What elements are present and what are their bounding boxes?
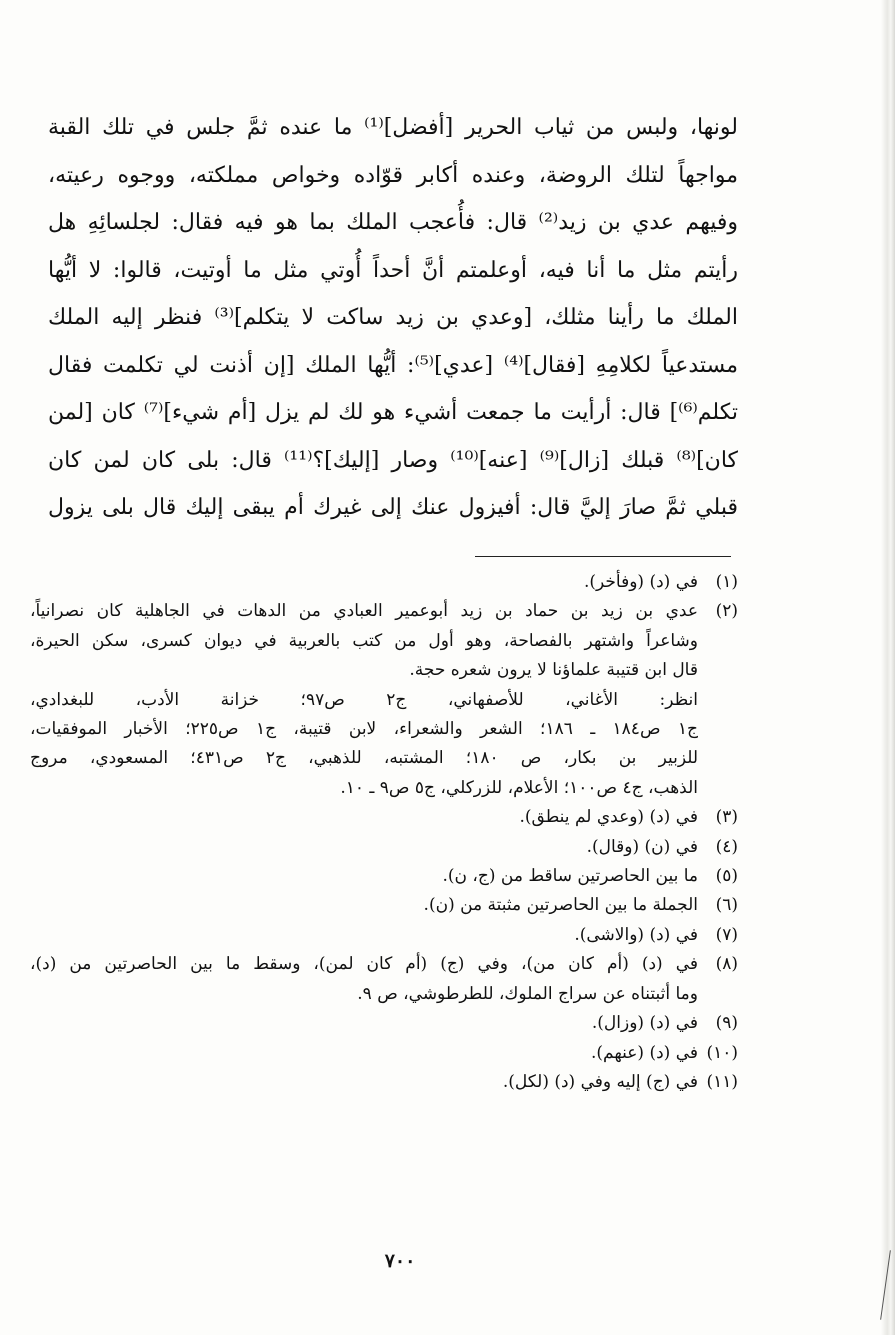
footnote-text: في (د) (وفأخر). <box>583 572 698 592</box>
footnote-9 <box>30 1009 738 1038</box>
footnote-4 <box>30 833 738 862</box>
footnote-8 <box>30 950 738 1009</box>
footnote-2 <box>30 597 738 803</box>
main-text-line: رأيتم مثل ما أنا فيه، أوعلمتم أنَّ أحداً أُوتي مثل ما أوتيت، قالوا: لا أيُّها <box>48 257 738 283</box>
footnote-3 <box>30 803 738 832</box>
footnote-number: (٨) <box>715 954 738 975</box>
main-text-line: وفيهم عدي بن زيد⁽²⁾ قال: فأُعجب الملك بما هو فيه فقال: لجلسائِهِ هل <box>48 210 738 235</box>
footnote-11 <box>30 1068 738 1097</box>
footnote-number: (٢) <box>715 601 738 622</box>
footnote-10 <box>30 1039 738 1068</box>
footnote-number: (١١) <box>706 1071 738 1092</box>
footnote-text: في (د) (والاشى). <box>574 924 698 945</box>
footnote-number: (١٠) <box>706 1042 738 1063</box>
footnote-text: ما بين الحاصرتين ساقط من (ج، ن). <box>442 866 698 887</box>
main-text <box>48 104 738 532</box>
main-text-line: الملك ما رأينا مثلك، [وعدي بن زيد ساكت لا يتكلم]⁽³⁾ فنظر إليه الملك <box>48 305 738 330</box>
page-edge <box>881 0 895 1335</box>
main-text-line: قبلي ثمَّ صارَ إليَّ قال: أفيزول عنك إلى غيرك أم يبقى إليك قال بلى يزول <box>48 495 738 520</box>
footnote-text: قال ابن قتيبة علماؤنا لا يرون شعره حجة. <box>409 660 698 681</box>
footnote-7 <box>30 921 738 950</box>
footnote-text: للزبير بن بكار، ص ١٨٠؛ المشتبه، للذهبي، ج٢ ص٤٣١؛ المسعودي، مروج <box>30 748 698 769</box>
footnote-text: عدي بن زيد بن حماد بن زيد أبوعمير العبادي من الدهات في الجاهلية كان نصرانياً، <box>30 601 698 622</box>
footnotes <box>30 568 738 1097</box>
footnote-number: (١) <box>715 572 738 592</box>
footnote-number: (٩) <box>715 1013 738 1034</box>
main-text-line: تكلم⁽⁶⁾] قال: أرأيت ما جمعت أشيء هو لك لم يزل [أم شيء]⁽⁷⁾ كان [لمن <box>48 400 738 425</box>
page-number: ٧٠٠ <box>384 1250 416 1272</box>
footnote-text: وما أثبتناه عن سراج الملوك، للطرطوشي، ص ٩. <box>357 983 698 1004</box>
footnote-text: في (ن) (وقال). <box>586 836 698 857</box>
footnote-text: في (د) (عنهم). <box>590 1042 698 1063</box>
footnote-text: انظر: الأغاني، للأصفهاني، ج٢ ص٩٧؛ خزانة الأدب، للبغدادي، <box>30 689 698 710</box>
footnote-number: (٤) <box>715 836 738 857</box>
footnote-1 <box>30 568 738 597</box>
footnote-divider <box>475 556 731 557</box>
footnote-text: الذهب، ج٤ ص١٠٠؛ الأعلام، للزركلي، ج٥ ص٩ ـ ١٠. <box>340 777 698 798</box>
main-text-line: كان]⁽⁸⁾ قبلك [زال]⁽⁹⁾ [عنه]⁽¹⁰⁾ وصار [إليك]؟⁽¹¹⁾ قال: بلى كان لمن كان <box>48 447 738 473</box>
footnote-text: في (د) (أم كان من)، وفي (ج) (أم كان لمن)، وسقط ما بين الحاصرتين من (د)، <box>30 954 698 975</box>
footnote-number: (٦) <box>715 895 738 916</box>
footnote-number: (٧) <box>715 924 738 945</box>
main-text-line: مستدعياً لكلامِهِ [فقال]⁽⁴⁾ [عدي]⁽⁵⁾: أيُّها الملك [إن أذنت لي تكلمت فقال <box>48 352 738 378</box>
footnote-text: في (ج) إليه وفي (د) (لكل). <box>502 1071 698 1092</box>
footnote-5 <box>30 862 738 891</box>
footnote-text: الجملة ما بين الحاصرتين مثبتة من (ن). <box>423 895 698 916</box>
footnote-6 <box>30 891 738 920</box>
footnote-text: ج١ ص١٨٤ ـ ١٨٦؛ الشعر والشعراء، لابن قتيبة، ج١ ص٢٢٥؛ الأخبار الموفقيات، <box>30 719 698 740</box>
footnote-text: في (د) (وعدي لم ينطق). <box>519 807 698 828</box>
footnote-number: (٥) <box>715 866 738 887</box>
footnote-number: (٣) <box>715 807 738 828</box>
main-text-line: لونها، ولبس من ثياب الحرير [أفضل]⁽¹⁾ ما عنده ثمَّ جلس في تلك القبة <box>48 115 738 140</box>
footnote-text: وشاعراً واشتهر بالفصاحة، وهو أول من كتب بالعربية في ديوان كسرى، سكن الحيرة، <box>30 630 698 651</box>
footnote-text: في (د) (وزال). <box>591 1013 698 1034</box>
main-text-line: مواجهاً لتلك الروضة، وعنده أكابر قوّاده وخواص مملكته، ووجوه رعيته، <box>48 162 738 188</box>
